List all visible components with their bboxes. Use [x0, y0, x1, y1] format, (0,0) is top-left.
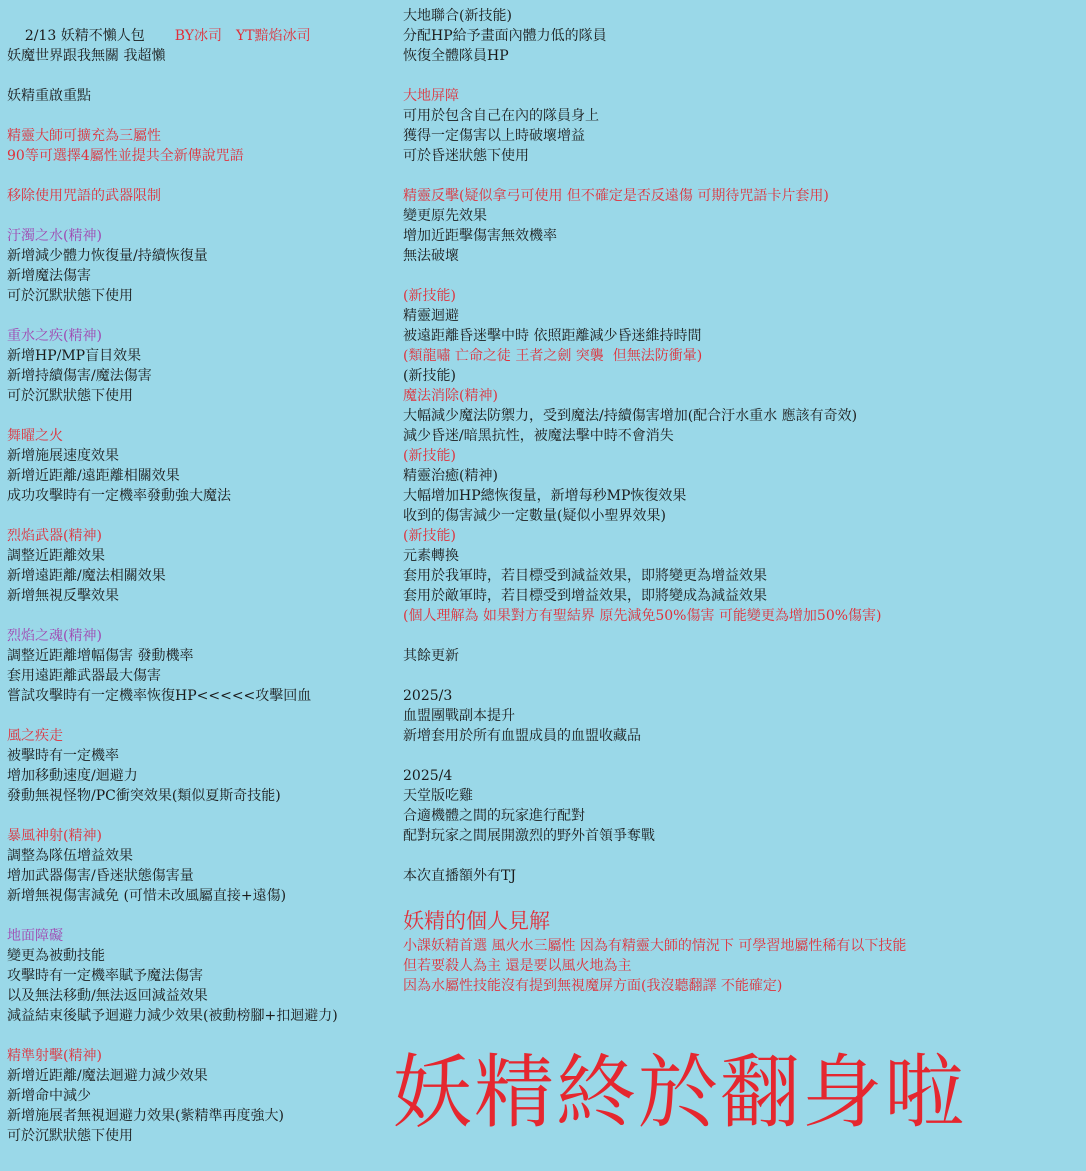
update-line: 精靈迴避: [403, 308, 459, 324]
skill-detail: 新增持續傷害/魔法傷害: [7, 368, 152, 384]
update-line: 2025/3: [403, 688, 453, 704]
skill-detail: 可於沉默狀態下使用: [7, 288, 133, 304]
skill-detail: 新增無視反擊效果: [7, 588, 119, 604]
opinion-line: 但若要殺人為主 還是要以風火地為主: [403, 958, 632, 974]
skill-detail: 新增近距離/魔法迴避力減少效果: [7, 1068, 208, 1084]
skill-detail: 新增減少體力恢復量/持續恢復量: [7, 248, 208, 264]
update-block: [403, 186, 1083, 266]
skill-section: [7, 426, 397, 506]
skill-section: [7, 1046, 397, 1146]
right-column: [403, 6, 1083, 996]
skill-detail: 以及無法移動/無法返回減益效果: [7, 988, 208, 1004]
skill-detail: 減益結束後賦予迴避力減少效果(被動榜腳+扣迴避力): [7, 1008, 338, 1024]
skill-title: 精準射擊(精神): [7, 1048, 102, 1064]
update-line: 增加近距擊傷害無效機率: [403, 228, 557, 244]
skill-detail: 新增施展者無視迴避力效果(紫精準再度強大): [7, 1108, 284, 1124]
update-line: 可於昏迷狀態下使用: [403, 148, 529, 164]
update-line: 套用於敵軍時，若目標受到增益效果，即將變成為減益效果: [403, 588, 767, 604]
skill-detail: 新增近距離/遠距離相關效果: [7, 468, 180, 484]
update-line: 分配HP給予畫面內體力低的隊員: [403, 28, 607, 44]
update-block: [403, 866, 1083, 886]
update-line: (新技能): [403, 288, 456, 304]
skill-detail: 新增魔法傷害: [7, 268, 91, 284]
update-line: 合適機體之間的玩家進行配對: [403, 808, 585, 824]
skill-detail: 嘗試攻擊時有一定機率恢復HP<<<<<攻擊回血: [7, 688, 312, 704]
update-line: 變更原先效果: [403, 208, 487, 224]
update-line: 無法破壞: [403, 248, 459, 264]
update-line: 其餘更新: [403, 648, 459, 664]
update-line: (新技能): [403, 448, 456, 464]
skill-detail: 新增無視傷害減免 (可惜未改風屬直接+遠傷): [7, 888, 287, 904]
spacer: [403, 886, 1083, 906]
skill-detail: 新增施展速度效果: [7, 448, 119, 464]
right-blocks: [403, 6, 1083, 906]
spacer: [403, 626, 1083, 646]
update-line: 元素轉換: [403, 548, 459, 564]
update-line: 獲得一定傷害以上時破壞增益: [403, 128, 585, 144]
update-line: 配對玩家之間展開激烈的野外首領爭奪戰: [403, 828, 655, 844]
update-line: 新增套用於所有血盟成員的血盟收藏品: [403, 728, 641, 744]
spacer: [403, 846, 1083, 866]
update-line: 精靈治癒(精神): [403, 468, 498, 484]
header-channel: YT黯焰冰司: [236, 28, 311, 44]
skill-section: [7, 226, 397, 306]
update-line: 大地聯合(新技能): [403, 8, 512, 24]
update-line: 可用於包含自己在內的隊員身上: [403, 108, 599, 124]
skill-title: 地面障礙: [7, 928, 63, 944]
skill-title: 暴風神射(精神): [7, 828, 102, 844]
update-block: [403, 286, 1083, 626]
skill-detail: 套用遠距離武器最大傷害: [7, 668, 161, 684]
skill-detail: 調整近距離增幅傷害 發動機率: [7, 648, 194, 664]
spacer: [7, 106, 397, 126]
skill-detail: 發動無視怪物/PC衝突效果(類似夏斯奇技能): [7, 788, 281, 804]
skill-title: 烈焰武器(精神): [7, 528, 102, 544]
update-line: 本次直播額外有TJ: [403, 868, 516, 884]
skill-section: [7, 726, 397, 806]
skill-detail: 成功攻擊時有一定機率發動強大魔法: [7, 488, 231, 504]
header-by: BY冰司: [174, 28, 222, 44]
header-title: 2/13 妖精不懶人包: [24, 28, 145, 44]
spacer: [7, 606, 397, 626]
skill-detail: 新增遠距離/魔法相關效果: [7, 568, 166, 584]
skill-detail: 可於沉默狀態下使用: [7, 388, 133, 404]
intro-line: 妖精重啟重點: [7, 88, 91, 104]
skill-title: 重水之疾(精神): [7, 328, 102, 344]
skill-section: [7, 626, 397, 706]
spacer: [403, 746, 1083, 766]
spacer: [7, 206, 397, 226]
skill-detail: 新增命中減少: [7, 1088, 91, 1104]
update-line: 減少昏迷/暗黑抗性，被魔法擊中時不會消失: [403, 428, 674, 444]
skill-detail: 增加移動速度/迴避力: [7, 768, 138, 784]
opinion-line: 小課妖精首選 風火水三屬性 因為有精靈大師的情況下 可學習地屬性稀有以下技能: [403, 938, 907, 954]
spacer: [7, 406, 397, 426]
left-column: [7, 6, 397, 1146]
update-line: 2025/4: [403, 768, 453, 784]
opinion-line: 因為水屬性技能沒有提到無視魔屏方面(我沒聽翻譯 不能確定): [403, 978, 783, 994]
skill-section: [7, 326, 397, 406]
update-line: 魔法消除(精神): [403, 388, 498, 404]
skill-detail: 調整近距離效果: [7, 548, 105, 564]
update-line: 收到的傷害減少一定數量(疑似小聖界效果): [403, 508, 666, 524]
update-line: 天堂版吃雞: [403, 788, 473, 804]
intro-line: 妖魔世界跟我無關 我超懶: [7, 48, 166, 64]
skill-detail: 被擊時有一定機率: [7, 748, 119, 764]
spacer: [7, 806, 397, 826]
spacer: [7, 306, 397, 326]
spacer: [7, 166, 397, 186]
update-line: 血盟團戰副本提升: [403, 708, 515, 724]
update-line: 大地屏障: [403, 88, 459, 104]
update-block: [403, 646, 1083, 666]
spacer: [403, 666, 1083, 686]
skill-title: 舞曜之火: [7, 428, 63, 444]
spacer: [403, 166, 1083, 186]
update-line: 精靈反擊(疑似拿弓可使用 但不確定是否反遠傷 可期待咒語卡片套用): [403, 188, 829, 204]
skill-detail: 增加武器傷害/昏迷狀態傷害量: [7, 868, 194, 884]
skill-section: [7, 926, 397, 1026]
update-block: [403, 766, 1083, 846]
skill-section: [7, 526, 397, 606]
opinion-lines: [403, 936, 1083, 996]
update-block: [403, 686, 1083, 746]
skill-title: 汙濁之水(精神): [7, 228, 102, 244]
spacer: [7, 1026, 397, 1046]
skill-sections: [7, 226, 397, 1146]
update-line: 大幅減少魔法防禦力，受到魔法/持續傷害增加(配合汙水重水 應該有奇效): [403, 408, 858, 424]
spacer: [7, 506, 397, 526]
skill-detail: 調整為隊伍增益效果: [7, 848, 133, 864]
update-line: 大幅增加HP總恢復量，新增每秒MP恢復效果: [403, 488, 687, 504]
spacer: [7, 906, 397, 926]
header-line: [7, 6, 397, 44]
skill-detail: 變更為被動技能: [7, 948, 105, 964]
skill-detail: 可於沉默狀態下使用: [7, 1128, 133, 1144]
update-line: 被遠距離昏迷擊中時 依照距離減少昏迷維持時間: [403, 328, 702, 344]
update-line: (新技能): [403, 368, 456, 384]
update-line: (個人理解為 如果對方有聖結界 原先減免50%傷害 可能變更為增加50%傷害): [403, 608, 882, 624]
spacer: [403, 266, 1083, 286]
spacer: [7, 66, 397, 86]
skill-detail: 新增HP/MP盲目效果: [7, 348, 142, 364]
spacer: [7, 706, 397, 726]
intro-block: [7, 46, 397, 226]
update-line: (新技能): [403, 528, 456, 544]
update-line: 恢復全體隊員HP: [403, 48, 509, 64]
update-line: 套用於我軍時，若目標受到減益效果，即將變更為增益效果: [403, 568, 767, 584]
intro-line: 90等可選擇4屬性並提共全新傳說咒語: [7, 148, 244, 164]
skill-section: [7, 826, 397, 906]
spacer: [403, 66, 1083, 86]
skill-title: 風之疾走: [7, 728, 63, 744]
skill-detail: 攻擊時有一定機率賦予魔法傷害: [7, 968, 203, 984]
update-block: [403, 6, 1083, 66]
intro-line: 精靈大師可擴充為三屬性: [7, 128, 161, 144]
skill-title: 烈焰之魂(精神): [7, 628, 102, 644]
update-line: (類龍嘯 亡命之徒 王者之劍 突襲 但無法防衝暈): [403, 348, 703, 364]
update-block: [403, 86, 1083, 166]
banner-text: 妖精終於翻身啦: [392, 1046, 966, 1139]
opinion-heading: 妖精的個人見解: [403, 909, 550, 933]
intro-line: 移除使用咒語的武器限制: [7, 188, 161, 204]
